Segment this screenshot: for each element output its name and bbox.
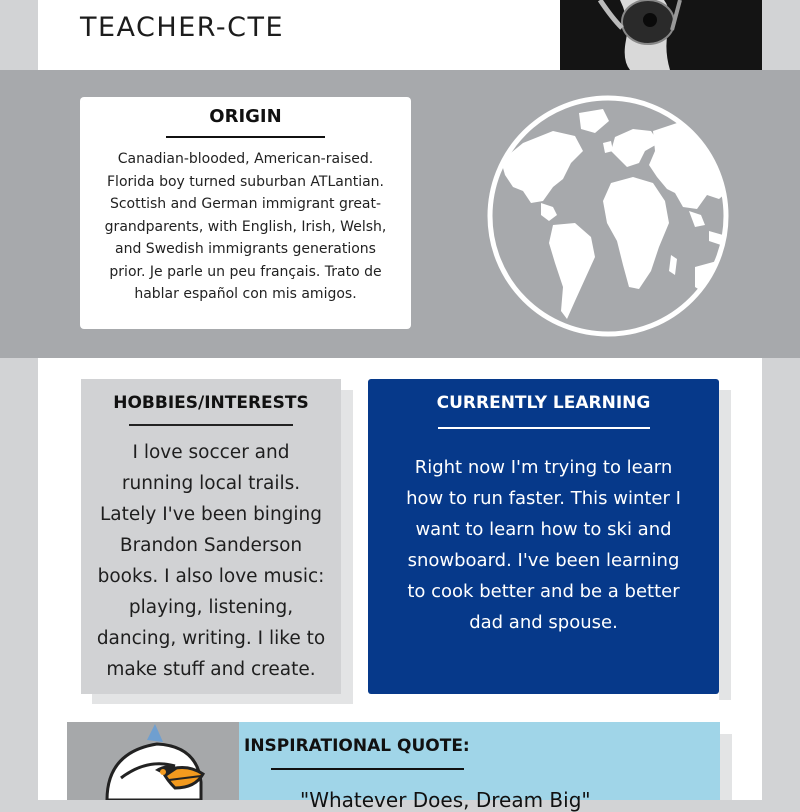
origin-line: prior. Je parle un peu français. Trato de [109, 263, 382, 280]
role-title: TEACHER-CTE [80, 12, 285, 43]
learning-line: snowboard. I've been learning [407, 550, 680, 571]
origin-line: Canadian-blooded, American-raised. [117, 151, 374, 167]
learning-text [388, 452, 699, 638]
learning-title: CURRENTLY LEARNING [436, 393, 651, 413]
globe-icon [483, 91, 733, 341]
hobbies-line: Lately I've been binging [99, 504, 323, 525]
hobbies-divider [129, 424, 293, 426]
eagle-mascot [67, 722, 239, 800]
hobbies-card [81, 379, 341, 694]
origin-text [88, 148, 403, 306]
quote-title: INSPIRATIONAL QUOTE: [244, 736, 470, 756]
learning-line: Right now I'm trying to learn [414, 457, 673, 478]
currently-learning-card [368, 379, 719, 694]
learning-line: to cook better and be a better [407, 581, 680, 602]
hobbies-line: books. I also love music: [97, 566, 325, 587]
quote-block-shadow [720, 734, 732, 800]
learning-divider [438, 427, 650, 429]
learning-line: want to learn how to ski and [415, 519, 672, 540]
origin-divider [166, 136, 325, 138]
origin-line: Scottish and German immigrant great- [109, 196, 382, 212]
origin-card [80, 97, 411, 329]
hobbies-title: HOBBIES/INTERESTS [113, 393, 309, 413]
profile-photo [560, 0, 762, 70]
origin-title: ORIGIN [209, 106, 282, 127]
origin-line: grandparents, with English, Irish, Welsh, [104, 218, 387, 235]
learning-card-shadow [719, 390, 731, 700]
quote-divider [271, 768, 464, 770]
origin-line: Florida boy turned suburban ATLantian. [107, 173, 384, 190]
hobbies-text [91, 437, 331, 685]
learning-line: dad and spouse. [469, 612, 618, 633]
origin-line: hablar español con mis amigos. [134, 286, 357, 302]
hobbies-line: playing, listening, [128, 597, 294, 618]
hobbies-line: Brandon Sanderson [119, 535, 303, 556]
hobbies-line: running local trails. [121, 473, 301, 494]
hobbies-line: make stuff and create. [106, 659, 316, 680]
learning-line: how to run faster. This winter I [406, 488, 681, 509]
hobbies-card-shadow-bottom [92, 694, 353, 704]
origin-line: and Swedish immigrants generations [115, 241, 376, 257]
hobbies-line: I love soccer and [132, 442, 290, 463]
hobbies-line: dancing, writing. I like to [96, 628, 326, 649]
quote-text: "Whatever Does, Dream Big" [300, 788, 591, 812]
hobbies-card-shadow [341, 390, 353, 700]
